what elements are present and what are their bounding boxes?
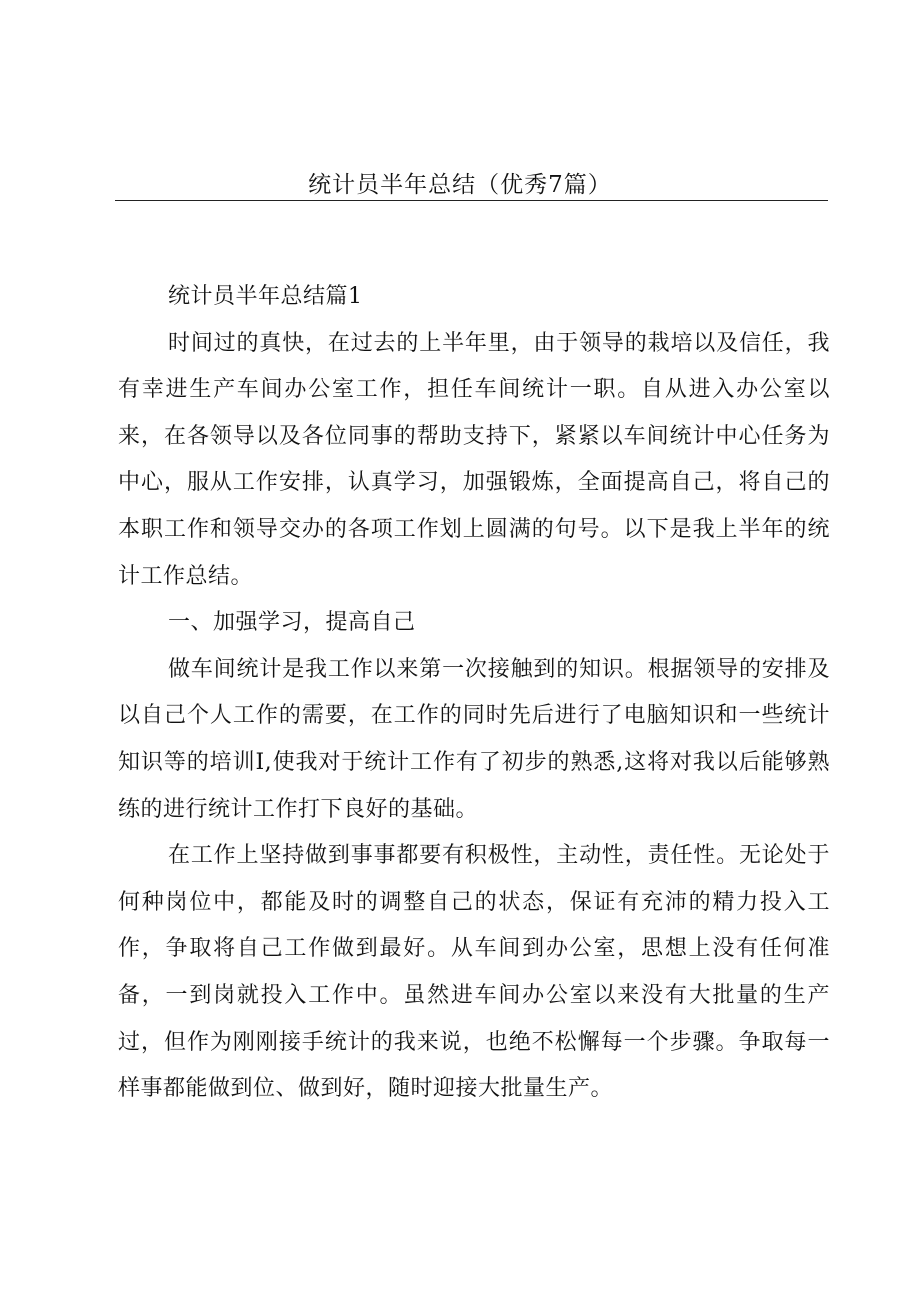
paragraph-attitude: 在工作上坚持做到事事都要有积极性，主动性，责任性。无论处于何种岗位中，都能及时的调整自己的状态，保证有充沛的精力投入工作，争取将自己工作做到最好。从车间到办公室，思想上没有任何准备，一到岗就投入工作中。虽然进车间办公室以来没有大批量的生产过，但作为刚刚接手统计的我来说，也绝不松懈每一个步骤。争取每一样事都能做到位、做到好，随时迎接大批量生产。 — [118, 843, 830, 1102]
subheading-study: 一、加强学习，提高自己 — [168, 610, 416, 636]
document-body — [118, 274, 830, 1113]
paragraph-training: 做车间统计是我工作以来第一次接触到的知识。根据领导的安排及以自己个人工作的需要，在工作的同时先后进行了电脑知识和一些统计知识等的培训I,使我对于统计工作有了初步的熟悉,这将对我以后能够熟练的进行统计工作打下良好的基础。 — [118, 656, 830, 822]
document-title: 统计员半年总结（优秀7篇） — [308, 172, 612, 198]
paragraph-intro: 时间过的真快，在过去的上半年里，由于领导的栽培以及信任，我有幸进生产车间办公室工作，担任车间统计一职。自从进入办公室以来，在各领导以及各位同事的帮助支持下，紧紧以车间统计中心任务为中心，服从工作安排，认真学习，加强锻炼，全面提高自己，将自己的本职工作和领导交办的各项工作划上圆满的句号。以下是我上半年的统计工作总结。 — [118, 330, 830, 589]
section-title: 统计员半年总结篇1 — [168, 284, 363, 309]
title-underline — [115, 200, 828, 201]
